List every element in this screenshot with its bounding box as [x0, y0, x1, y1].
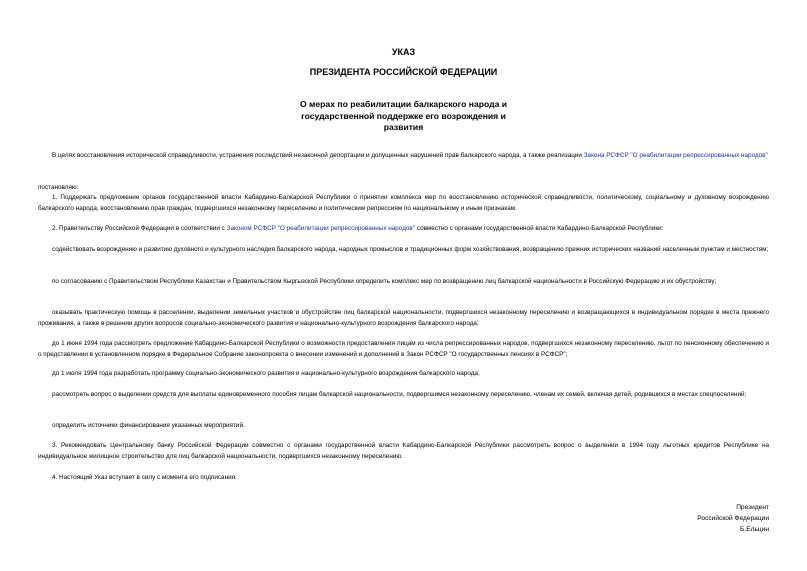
paragraph-2-item-g: определить источники финансирования указанных мероприятий. — [52, 422, 245, 429]
signature-title: Президент — [736, 504, 769, 511]
paragraph-3: 3. Рекомендовать Центральному банку Российской Федерации совместно с органами государственной власти Кабардино-Балкарской Республики рассмотреть вопрос о выделении в 1994 году льготных кредитов Республике на индивидуальное жилищное строительство для лиц балкарской национальности, подвергшихся незаконному переселению. — [38, 442, 769, 460]
signature-name: Б.Ельцин — [740, 526, 769, 533]
doc-type-heading: УКАЗ — [391, 47, 416, 57]
document-title — [38, 99, 769, 134]
preamble-text: В целях восстановления исторической справедливости, устранения последствий незаконной депортации и допущенных нарушений прав балкарского народа, а также реализации — [52, 152, 584, 159]
signature-block — [569, 502, 769, 535]
title-line-2: государственной поддержке его возрождения и — [301, 110, 506, 121]
law-link[interactable]: Законом РСФСР "О реабилитации репрессированных народов" — [226, 225, 416, 232]
paragraph-2-start: 2. Правительству Российской Федерации в соответствии с — [52, 225, 227, 232]
paragraph-1: 1. Поддержать предложение органов государственной власти Кабардино-Балкарской Республики о принятии комплекса мер по восстановлению исторической справедливости, политическому, социальному и духовному возрождению балкарского народа, восстановлению прав граждан, подвергшихся незаконному переселению и политическим репрессиям по национальному и иным признакам. — [38, 194, 769, 212]
paragraph-2-end: совместно с органами государственной власти Кабардино-Балкарской Республики: — [415, 225, 664, 232]
law-link[interactable]: Закона РСФСР "О реабилитации репрессированных народов" — [583, 152, 768, 159]
issuer-heading: ПРЕЗИДЕНТА РОССИЙСКОЙ ФЕДЕРАЦИИ — [309, 67, 498, 77]
title-line-1: О мерах по реабилитации балкарского народа и — [299, 99, 508, 109]
paragraph-2 — [38, 223, 769, 234]
paragraph-4: 4. Настоящий Указ вступает в силу с момента его подписания. — [52, 474, 237, 481]
preamble-paragraph — [38, 150, 769, 161]
decree-word: постановляю: — [38, 184, 79, 191]
signature-country: Российской Федерации — [697, 515, 769, 522]
paragraph-2-item-c: оказывать практическую помощь в расселении, выделении земельных участков и обустройстве лиц балкарской национальности, подвергшихся незаконному переселению и возвращающихся в индивидуальном порядке в места прежнего проживания, а также в решении других вопросов социально-экономического развития и национально-культурного возрождения балкарского народа; — [38, 309, 769, 327]
paragraph-2-item-d: до 1 июня 1994 года рассмотреть предложение Кабардино-Балкарской Республики о возможности предоставления лицам из числа репрессированных народов, подвергшихся незаконному переселению, льгот по пенсионному обеспечению и о представлении в установленном порядке в Федеральное Собрание законопроекта о внесении изменений и дополнений в Закон РСФСР "О государственных пенсиях в РСФСР"; — [38, 340, 769, 358]
title-line-3: развития — [383, 122, 424, 133]
paragraph-2-item-f: рассмотреть вопрос о выделении средств для выплаты единовременного пособия лицам балкарской национальности, подвергшимся незаконному переселению, членам их семей, включая детей, родившихся в местах спецпоселений; — [52, 391, 747, 398]
paragraph-2-item-b: по согласованию с Правительством Республики Казахстан и Правительством Кыргызской Республики определить комплекс мер по возвращению лиц балкарской национальности в Российскую Федерацию и их обустройству; — [52, 278, 717, 285]
paragraph-2-item-e: до 1 июля 1994 года разработать программу социально-экономического развития и национально-культурного возрождения балкарского народа; — [52, 370, 480, 377]
paragraph-2-item-a: содействовать возрождению и развитию духовного и культурного наследия балкарского народа, народных промыслов и традиционных форм хозяйствования, возвращению прежних исторических названий населенным пунктам и местностям; — [52, 246, 769, 253]
